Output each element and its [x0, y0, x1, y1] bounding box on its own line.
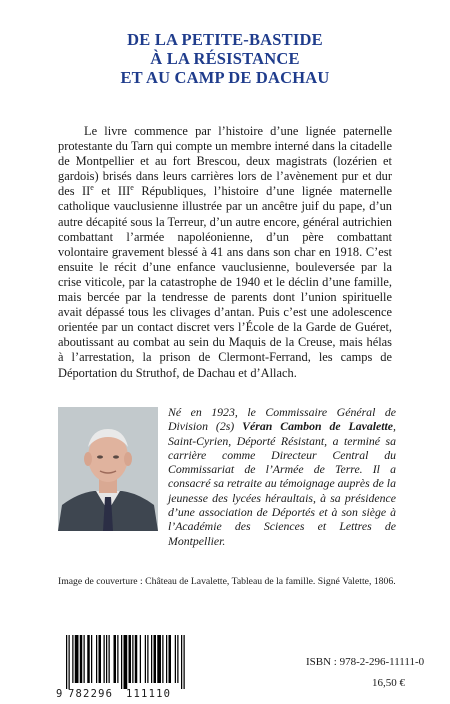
synopsis-part-2: et III [93, 184, 131, 199]
barcode-first-digit: 9 [56, 688, 63, 700]
bio-intro: Né en 1923, le Commissaire Général de Division (2s) [168, 405, 396, 434]
superscript-2: e [130, 183, 134, 193]
author-photo [58, 407, 158, 531]
isbn: ISBN : 978-2-296-11111-0 [306, 656, 425, 668]
bio-rest: , Saint-Cyrien, Déporté Résistant, a terminé sa carrière comme Directeur Central du Commissariat de l’Armée de Terre. Il a consacré sa retraite au témoignage auprès de la jeunesse des lycées héraultais, à sa présidence d’une association de Déportés et à son siège à l’Académie des Sciences et Lettres de Montpellier. [168, 419, 396, 548]
synopsis-paragraph [58, 124, 392, 381]
barcode-group-1: 782296 [68, 688, 114, 700]
cover-credit: Image de couverture : Château de Lavalette, Tableau de la famille. Signé Valette, 1806. [58, 576, 396, 587]
title-line-2: À LA RÉSISTANCE [150, 49, 300, 68]
author-portrait-image [58, 407, 158, 531]
title-line-3: ET AU CAMP DE DACHAU [120, 68, 330, 87]
book-title [0, 30, 450, 87]
author-bio [168, 405, 396, 548]
title-line-1: DE LA PETITE-BASTIDE [127, 30, 323, 49]
author-name: Véran Cambon de Lavalette [242, 419, 394, 434]
barcode-digits [56, 687, 188, 701]
price: 16,50 € [372, 677, 405, 689]
barcode-group-2: 111110 [126, 688, 172, 700]
synopsis-part-1: Le livre commence par l’histoire d’une lignée paternelle protestante du Tarn qui compte un membre interné dans la citadelle de Montpellier et au fort Brescou, deux magistrats (lozérien et gardois) brisés dans leurs carrières lors de l’avènement pur et dur des II [58, 124, 392, 199]
barcode-bars [56, 635, 188, 689]
barcode [56, 635, 188, 701]
synopsis-part-3: Républiques, l’histoire d’une lignée maternelle catholique vauclusienne illustrée par un ancêtre juif du pape, d’un autre décapité sous la Terreur, d’un autre encore, général autrichien combattant l’armée napoléonienne, d’un père combattant volontaire gravement blessé à 41 ans dans son char en 1918. C’est ensuite le récit d’une enfance vauclusienne, bouleversée par la crise viticole, par la catastrophe de 1940 et le déclin d’une famille, mais bercée par la tendresse de parents dont l’union spirituelle avait dépassé tous les clivages d’antan. Puis c’est une adolescence orientée par un contact discret vers l’École de la Garde de Guéret, aboutissant au combat au sein du Maquis de la Creuse, mais hélas à l’arrestation, la prison de Clermont-Ferrand, les camps de Déportation du Struthof, de Dachau et d’Allach. [58, 184, 392, 380]
superscript-1: e [90, 183, 94, 193]
